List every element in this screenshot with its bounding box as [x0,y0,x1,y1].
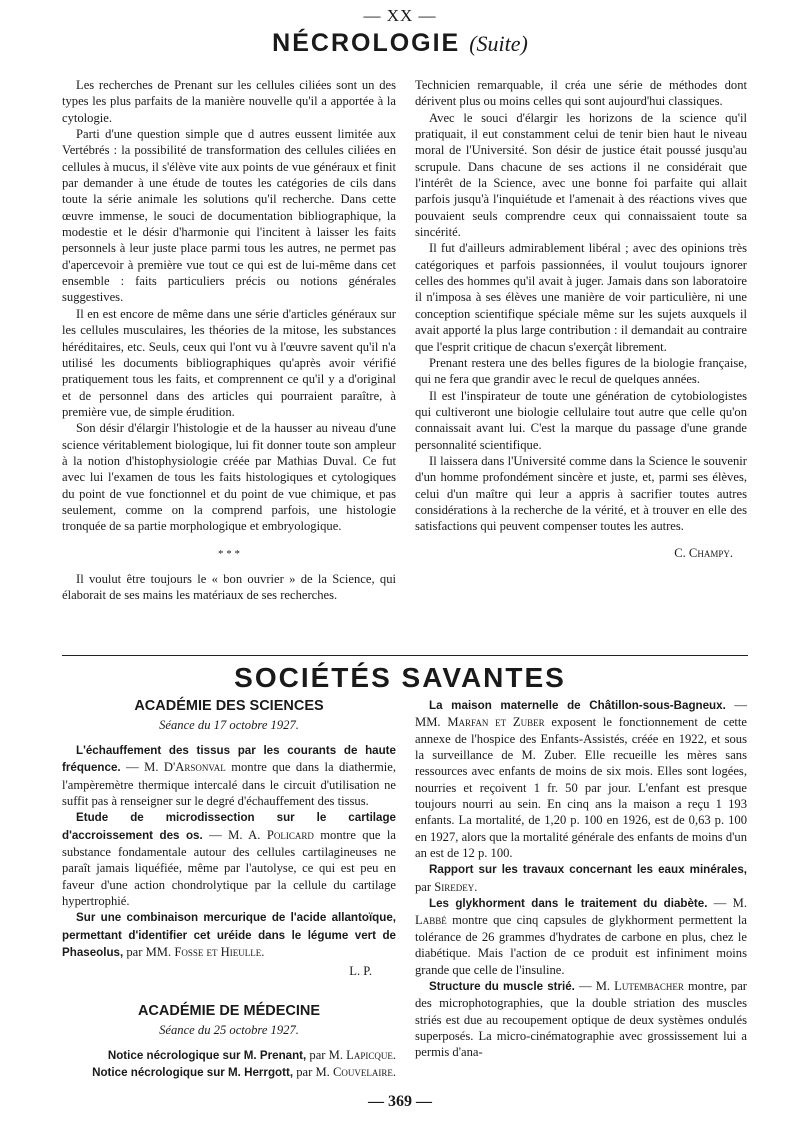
report-sep: — M. [574,978,615,993]
notice-title: Notice nécrologique sur M. Herrgott, [92,1066,294,1080]
reporter-initials: L. P. [349,964,372,979]
necrologie-suite: (Suite) [469,31,528,56]
report-author: Fosse et Hieulle. [174,945,265,960]
report-entry [62,909,396,961]
report-title: L'échauffement des tissus par les courants de haute fréquence. [62,744,396,775]
report-entry: L'échauffement des tissus par les courants de haute fréquence. — M. D'Arsonval montre que dans la diathermie, l'ampèremètre thermique intercalé dans le circuit d'utilisation ne suffit pas à renseigner sur le degré d'échauffement des tissus. [62,744,396,809]
necro-paragraph: Parti d'une question simple que d autres eussent limitée aux Vertébrés : la possibilité de transformation des cellules ciliées en cellules à mucus, il s'élève vite aux points de vue généraux et finit par demander à une étude de toutes les catégories de cils dans toute la série animale les solutions qu'il recherche. Dans cette œuvre immense, le souci de documentation bibliographique, la modestie et le désir d'harmonie qui l'incitent à laisser les faits personnels à leur juste place parmi tous les autres, ne permet pas d'apercevoir à première vue tout ce qui est de lui-même dans cet ensemble : faits particuliers précis ou notions générales suggestives. [62,127,396,305]
report-by: par MM. [126,945,172,960]
report-text: montre que cinq capsules de glykhorment permettent la tolérance de 26 grammes d'hydrates de carbone en plus, chez le diabétique. Mais l'action de ce produit est infiniment moins grande que celle de l'insuline. [415,913,747,977]
notice-by: par M. [309,1047,343,1062]
societes-title: SOCIÉTÉS SAVANTES [234,662,566,693]
report-author: M. D'Arsonval [144,760,226,775]
report-author: Lutembacher [614,978,684,993]
report-author: Labbé [415,913,447,928]
necro-paragraph: Technicien remarquable, il créa une série de méthodes dont dérivent plus ou moins celles qui sont aujourd'hui classiques. [415,78,747,109]
necro-paragraph: Avec le souci d'élargir les horizons de la science qu'il pratiquait, il eut constamment celui de tenir bien haut le niveau moral de l'Université. Son désir de justice était poussé jusqu'au scrupule. Dans chacune de ses actions il ne considérait que l'intérêt de la Science, avec une bonne foi parfaite qui allait parfois jusqu'à l'inquiétude et l'amenait à des réactions vives que pouvaient seuls comprendre ceux qui connaissaient toute sa sincérité. [415,110,747,240]
notice-author: Lapicque. [346,1047,396,1062]
necro-paragraph: Il en est encore de même dans une série d'articles généraux sur les cellules musculaires, les théories de la mitose, les substances héréditaires, etc. Seuls, ceux qui l'ont vu à l'œuvre savent qu'il n'a utilisé les documents bibliographiques qu'après avoir vérifié pratiquement tous les faits, et comprennent ce qu'il y a d'original et de personnel dans des articles qui pourraient paraître, à première vue, de simple érudition. [62,306,396,419]
report-text: montre, par des microphotographies, que la double striation des muscles striés est due au recoupement optique de deux systèmes ondulés superposés. La micro-cinématographie avec grossissement lui a permis d'ana- [415,978,747,1060]
academie-sciences-heading: ACADÉMIE DES SCIENCES [134,698,324,714]
academie-medecine-heading: ACADÉMIE DE MÉDECINE [137,1002,321,1019]
necro-paragraph: Son désir d'élargir l'histologie et de la hausser au niveau d'une science véritablement biologique, lui fit donner toute son ampleur à la notion d'histophysiologie créée par Mathias Duval. Ce fut avec lui l'examen de tous les faits histologiques et cytologiques du point de vue fonctionnel et du point de vue chimique, et pas seulement, comme on la comprend parfois, une histologie tronquée de sa partie morphologique et embryologique. [62,421,396,534]
report-sep: par [415,879,435,894]
necro-paragraph: Il fut d'ailleurs admirablement libéral ; avec des opinions très catégoriques et parfois passionnées, il voulut toujours ignorer celles des hommes qu'il avait à juger. Jamais dans son laboratoire il n'imposa à ses élèves une manière de voir particulière, ni une conception scientifique spéciale même sur les sujets auxquels il avait apporté la plus large contribution : il demandait au contraire que l'esprit critique de chacun s'exerçât librement. [415,241,747,354]
notice-author: Couvelaire. [332,1065,396,1080]
societes-left-column [62,697,396,1082]
page-number: — 369 — [368,1093,432,1110]
report-entry [415,978,747,1061]
necrologie-left-column [62,77,396,603]
necro-paragraph: Il est l'inspirateur de toute une génération de cytobiologistes qui cultiveront une biologie cellulaire tout autre que celle qu'on connaissait avant lui. C'est la marque du passage d'une grande personnalité scientifique. [415,388,747,452]
report-entry [415,697,747,861]
report-title: Les glykhorment dans le traitement du diabète. [429,897,708,911]
report-author: Marfan et Zuber [447,715,545,730]
report-entry [415,861,747,895]
necrologie-right-column [415,77,747,561]
author-signature: C. Champy. [674,545,733,560]
report-title: Etude de microdissection sur le cartilage d'accroissement des os. [62,811,396,842]
report-entry [415,895,747,978]
section-break-asterism: * * * [218,547,240,560]
societes-right-column [415,697,747,1061]
notice-entry [62,1047,396,1064]
notice-entry [62,1064,396,1081]
report-title: La maison maternelle de Châtillon-sous-Bagneux. [429,699,726,712]
necrologie-title-text: NÉCROLOGIE [272,29,461,57]
report-text: exposent le fonctionnement de cette annexe de l'hospice des Enfants-Assistés, créée en 1922, et sous la surveillance de M. Zuber. Elle recueille les mères sans ressources avec enfants de moins de six mois. Elles sont logées, nourries et reçoivent 1 fr. 50 par jour. L'enfant est presque toujours nourri au sein. En cinq ans la maison a reçu 1 193 enfants. La mortalité, de 1,20 p. 100 en 1926, est de 0,63 p. 100 en 1927, alors que la mortalité générale des enfants de moins d'un an est de 12 p. 100. [415,715,748,861]
seance-date: Séance du 25 octobre 1927. [159,1022,299,1037]
necro-paragraph: Les recherches de Prenant sur les cellules ciliées sont un des types les plus parfaits de la manière nouvelle qu'il a apportée à la cytologie. [62,78,396,125]
notice-title: Notice nécrologique sur M. Prenant, [107,1048,307,1062]
report-entry: Etude de microdissection sur le cartilage d'accroissement des os. — M. A. Policard montre que la substance fondamentale autour des cellules cartilagineuses ne paraît jamais liquéfiée, même par l'autolyse, ce qui est peu en faveur d'une action chondrolytique par la cellule du cartilage hypertrophié. [62,811,396,909]
necro-paragraph: Il voulut être toujours le « bon ouvrier » de la Science, qui élaborait de ses mains les matériaux de ses recherches. [62,571,396,602]
necro-paragraph: Il laissera dans l'Université comme dans la Science le souvenir d'un homme profondément sincère et juste, et, parmi ses élèves, celui d'un maître qui leur a appris à sacrifier toutes autres considérations à la recherche de la vérité, et à trouver en elle des satisfactions qui peuvent compenser toutes les autres. [415,453,747,534]
report-title: Sur une combinaison mercurique de l'acide allantoïque, permettant d'identifier cet uréide dans le légume vert de Phaseolus, [62,911,396,960]
report-author: M. A. Policard [228,827,314,842]
running-folio: — XX — [363,6,437,25]
necro-paragraph: Prenant restera une des belles figures de la biologie française, qui ne fera que grandir avec le recul de quelques années. [415,355,747,387]
report-sep: — M. [707,896,747,911]
report-text: montre que la substance fondamentale autour des cellules cartilagineuses ne paraît jamais liquéfiée, même par l'autolyse, ce qui est peu en faveur d'une action chondrolytique par la cellule du cartilage hypertrophié. [62,827,396,909]
section-divider [62,655,748,656]
report-sep: — MM. [415,698,747,730]
necrologie-title [0,29,800,58]
report-text: montre que dans la diathermie, l'ampèremètre thermique intercalé dans le circuit d'utilisation ne suffit pas à renseigner sur le degré d'échauffement des tissus. [62,760,396,809]
report-author: Siredey. [434,879,478,894]
notice-by: par M. [296,1065,330,1080]
seance-date: Séance du 17 octobre 1927. [159,718,299,732]
report-title: Structure du muscle strié. [429,979,575,993]
report-title: Rapport sur les travaux concernant les eaux minérales, [429,863,747,877]
